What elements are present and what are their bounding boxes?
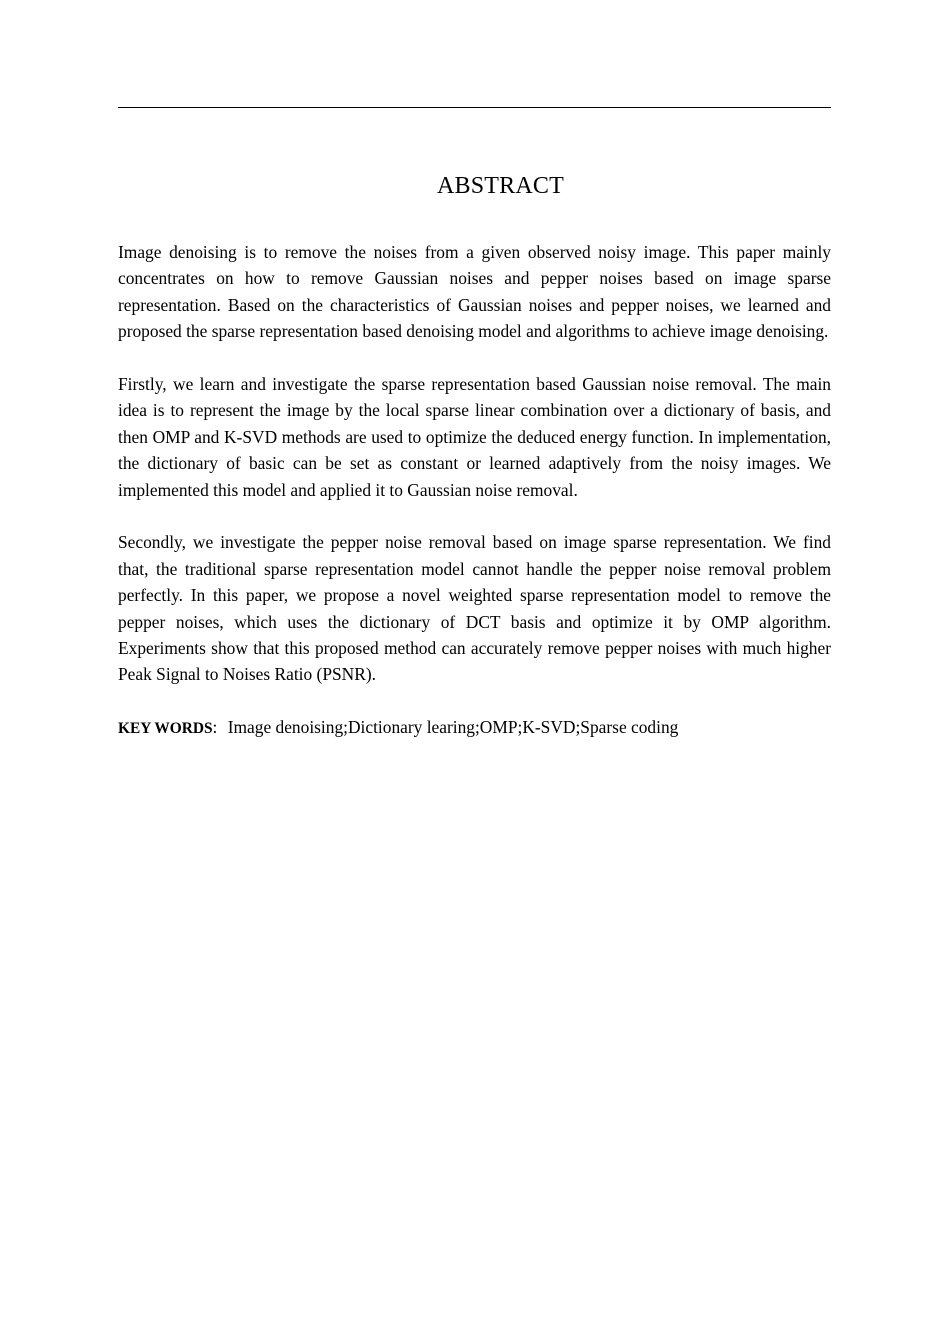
header-rule (118, 107, 831, 108)
abstract-paragraph-1: Image denoising is to remove the noises from a given observed noisy image. This paper mainly concentrates on how to remove Gaussian noises and pepper noises based on image sparse representation. Based on the characteristics of Gaussian noises and pepper noises, we learned and proposed the sparse representation based denoising model and algorithms to achieve image denoising. (118, 242, 831, 342)
abstract-paragraph-3: Secondly, we investigate the pepper noise removal based on image sparse representation. We find that, the traditional sparse representation model cannot handle the pepper noise removal problem perfectly. In this paper, we propose a novel weighted sparse representation model to remove the pepper noises, which uses the dictionary of DCT basis and optimize it by OMP algorithm. Experiments show that this proposed method can accurately remove pepper noises with much higher Peak Signal to Noises Ratio (PSNR). (118, 532, 831, 685)
keywords-label: KEY WORDS (118, 720, 213, 738)
abstract-body (118, 239, 831, 743)
abstract-title: ABSTRACT (437, 173, 564, 199)
abstract-paragraph-2: Firstly, we learn and investigate the sparse representation based Gaussian noise removal. The main idea is to represent the image by the local sparse linear combination over a dictionary of basis, and then OMP and K-SVD methods are used to optimize the deduced energy function. In implementation, the dictionary of basic can be set as constant or learned adaptively from the noisy images. We implemented this model and applied it to Gaussian noise removal. (118, 374, 831, 500)
keywords-value: Image denoising;Dictionary learing;OMP;K-SVD;Sparse coding (227, 717, 679, 738)
keywords-line (118, 714, 831, 742)
keywords-separator: : (212, 717, 218, 738)
